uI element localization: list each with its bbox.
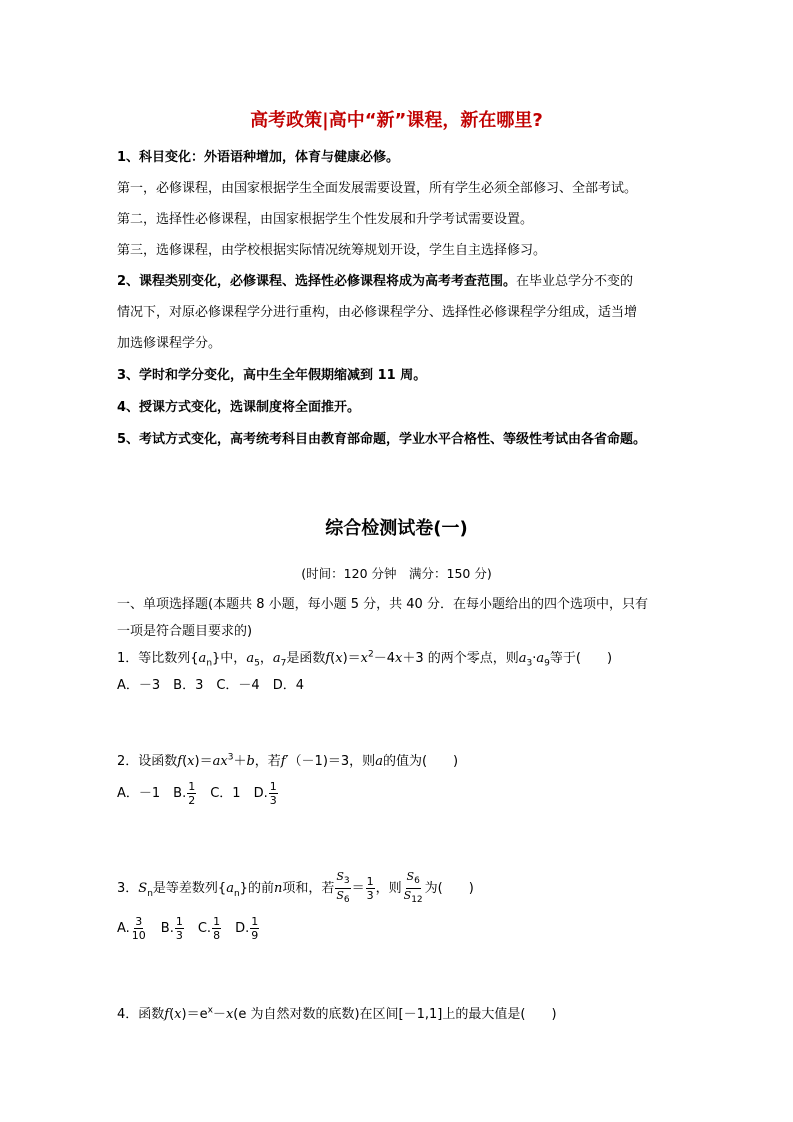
policy-point-2 [117,270,633,289]
fraction-denominator: 3 [366,889,374,903]
q3-text: 项和，若 [282,881,335,897]
section-heading-line2: 一项是符合题目要求的) [117,624,253,639]
q1-text: · [532,651,537,666]
fraction-denominator: 3 [269,794,277,807]
question-1 [117,647,612,669]
q3-var: n [273,881,283,897]
q2-var: f [177,754,183,769]
q3-var: S [336,870,344,883]
q1-var: a [518,651,527,666]
q4-text: )＝e [181,1007,208,1022]
q1-sub: 3 [526,658,533,669]
q2-text: ( [182,754,188,769]
fraction-denominator: 8 [213,929,221,942]
q3-sub: n [233,888,240,899]
q2-text: 的值为( ) [382,754,459,769]
q1-text: －4 [373,651,396,666]
q3-option-text: D. [222,921,250,936]
fraction-numerator: 1 [366,875,374,889]
fraction-numerator: 1 [175,915,183,928]
q3-option-text: A. [117,921,130,936]
q3-fraction-s6-s12 [403,870,424,907]
q2-var: x [187,754,195,769]
q3-option-text: C. [184,921,212,936]
q1-var: a [246,651,255,666]
q4-sup: x [207,1005,213,1016]
q1-var: a [198,651,207,666]
q3-text: 为( ) [424,881,474,897]
q4-var: x [225,1007,234,1022]
q1-var: x [395,651,403,666]
q3-option-c-fraction [212,915,221,942]
q4-text: － [212,1007,226,1022]
fraction-denominator: 9 [251,929,259,942]
q1-var: x [360,651,368,666]
q2-var: a [212,754,221,769]
fraction-numerator: 1 [269,780,277,793]
fraction-denominator: 2 [188,794,196,807]
question-3-options [117,915,260,942]
q3-option-a-fraction [131,915,147,942]
policy-point-5: 5、考试方式变化，高考统考科目由教育部命题，学业水平合格性、等级性考试由各省命题。 [117,432,647,447]
policy-point-2-line3: 加选修课程学分。 [117,336,222,351]
q1-text: 等于( ) [549,651,613,666]
q3-sub: 3 [343,876,350,887]
q3-text: ＝ [351,881,365,897]
q3-var: S [403,889,412,903]
q3-sub: 6 [414,876,420,887]
q4-text: ( [169,1007,175,1022]
q2-text: )＝ [194,754,213,769]
q3-option-b-fraction [175,915,184,942]
q1-text: 是函数 [286,651,326,666]
q3-option-text: B. [147,921,174,936]
fraction-numerator [406,870,421,889]
fraction-numerator: 1 [251,915,259,928]
q4-text: 4．函数 [117,1007,165,1022]
policy-point-2-bold: 2、课程类别变化，必修课程、选择性必修课程将成为高考考查范围。 [117,274,517,289]
fraction-numerator: 1 [213,915,221,928]
exam-title: 综合检测试卷(一) [325,518,468,539]
q1-text: }中， [212,651,247,666]
fraction-denominator: 3 [175,929,183,942]
q1-var: x [335,651,343,666]
policy-point-4: 4、授课方式变化，选课制度将全面推开。 [117,400,361,415]
fraction-numerator: 3 [135,915,143,928]
q3-text: ，则 [375,881,402,897]
policy-point-2-line2: 情况下，对原必修课程学分进行重构，由必修课程学分、选择性必修课程学分组成，适当增 [117,305,638,320]
q2-option-text: C．1 D. [197,786,268,801]
fraction-numerator [335,870,350,889]
q2-text: ＋ [233,754,247,769]
q1-var: f [325,651,331,666]
exam-time-info: (时间：120 分钟 满分：150 分) [301,566,492,581]
q2-text: ′（－1)＝3，则 [285,754,376,769]
fraction-denominator [403,889,424,907]
q1-text: ( [330,651,336,666]
q2-text: 2．设函数 [117,754,178,769]
q1-text: ＋3 的两个零点，则 [402,651,519,666]
q3-fraction-s3-s6 [335,870,350,907]
q1-text: 1．等比数列{ [117,651,199,666]
policy-point-1a: 第一，必修课程，由国家根据学生全面发展需要设置，所有学生必须全部修习、全部考试。 [117,181,638,196]
q4-text: (e 为自然对数的底数)在区间[－1,1]上的最大值是( ) [233,1007,557,1022]
fraction-denominator [335,889,350,907]
q3-var: S [336,889,344,903]
q2-text: ，若 [254,754,281,769]
q1-sub: n [206,658,213,669]
q4-var: x [174,1007,182,1022]
q2-sup: 3 [227,752,234,763]
q3-var: a [226,881,234,897]
policy-point-3: 3、学时和学分变化，高中生全年假期缩减到 11 周。 [117,368,427,383]
fraction-numerator: 1 [188,780,196,793]
q2-var: f [280,754,286,769]
q1-text: ， [259,651,273,666]
q2-option-text: A．－1 B. [117,786,187,801]
question-2-options [117,780,279,807]
policy-point-1: 1、科目变化：外语语种增加，体育与健康必修。 [117,150,400,165]
question-4 [117,1003,557,1022]
q3-sub: 6 [343,895,350,906]
q3-sub: 12 [411,895,423,906]
q3-sub: n [147,888,153,899]
q2-option-b-fraction [187,780,196,807]
q1-sup: 2 [368,649,374,660]
q3-text: }的前 [239,881,274,897]
question-2 [117,750,458,769]
q2-var: a [375,754,383,769]
q4-var: f [164,1007,170,1022]
section-heading-line1: 一、单项选择题(本题共 8 小题，每小题 5 分，共 40 分．在每小题给出的四个选项中，只有 [117,597,648,612]
fraction-denominator: 10 [131,929,146,942]
q1-text: )＝ [342,651,361,666]
q1-var: a [272,651,281,666]
policy-point-1c: 第三，选修课程，由学校根据实际情况统筹规划开设，学生自主选择修习。 [117,243,547,258]
q3-text: 是等差数列{ [152,881,227,897]
q1-sub: 9 [544,658,550,669]
q3-option-d-fraction [250,915,259,942]
q1-sub: 7 [280,658,287,669]
q3-var: S [406,870,415,883]
policy-title: 高考政策|高中“新”课程，新在哪里? [250,110,543,131]
q3-text: 3． [117,881,139,897]
q2-var: b [246,754,255,769]
policy-point-1b: 第二，选择性必修课程，由国家根据学生个性发展和升学考试需要设置。 [117,212,534,227]
q3-var: S [138,881,148,897]
q1-sub: 5 [254,658,260,669]
question-3 [117,870,474,907]
q1-var: a [536,651,545,666]
q3-fraction-one-third [366,875,375,902]
q2-option-d-fraction [269,780,278,807]
q2-var: x [220,754,228,769]
policy-point-2-rest: 在毕业总学分不变的 [516,274,634,289]
question-1-options: A．－3 B．3 C．－4 D．4 [117,678,304,693]
